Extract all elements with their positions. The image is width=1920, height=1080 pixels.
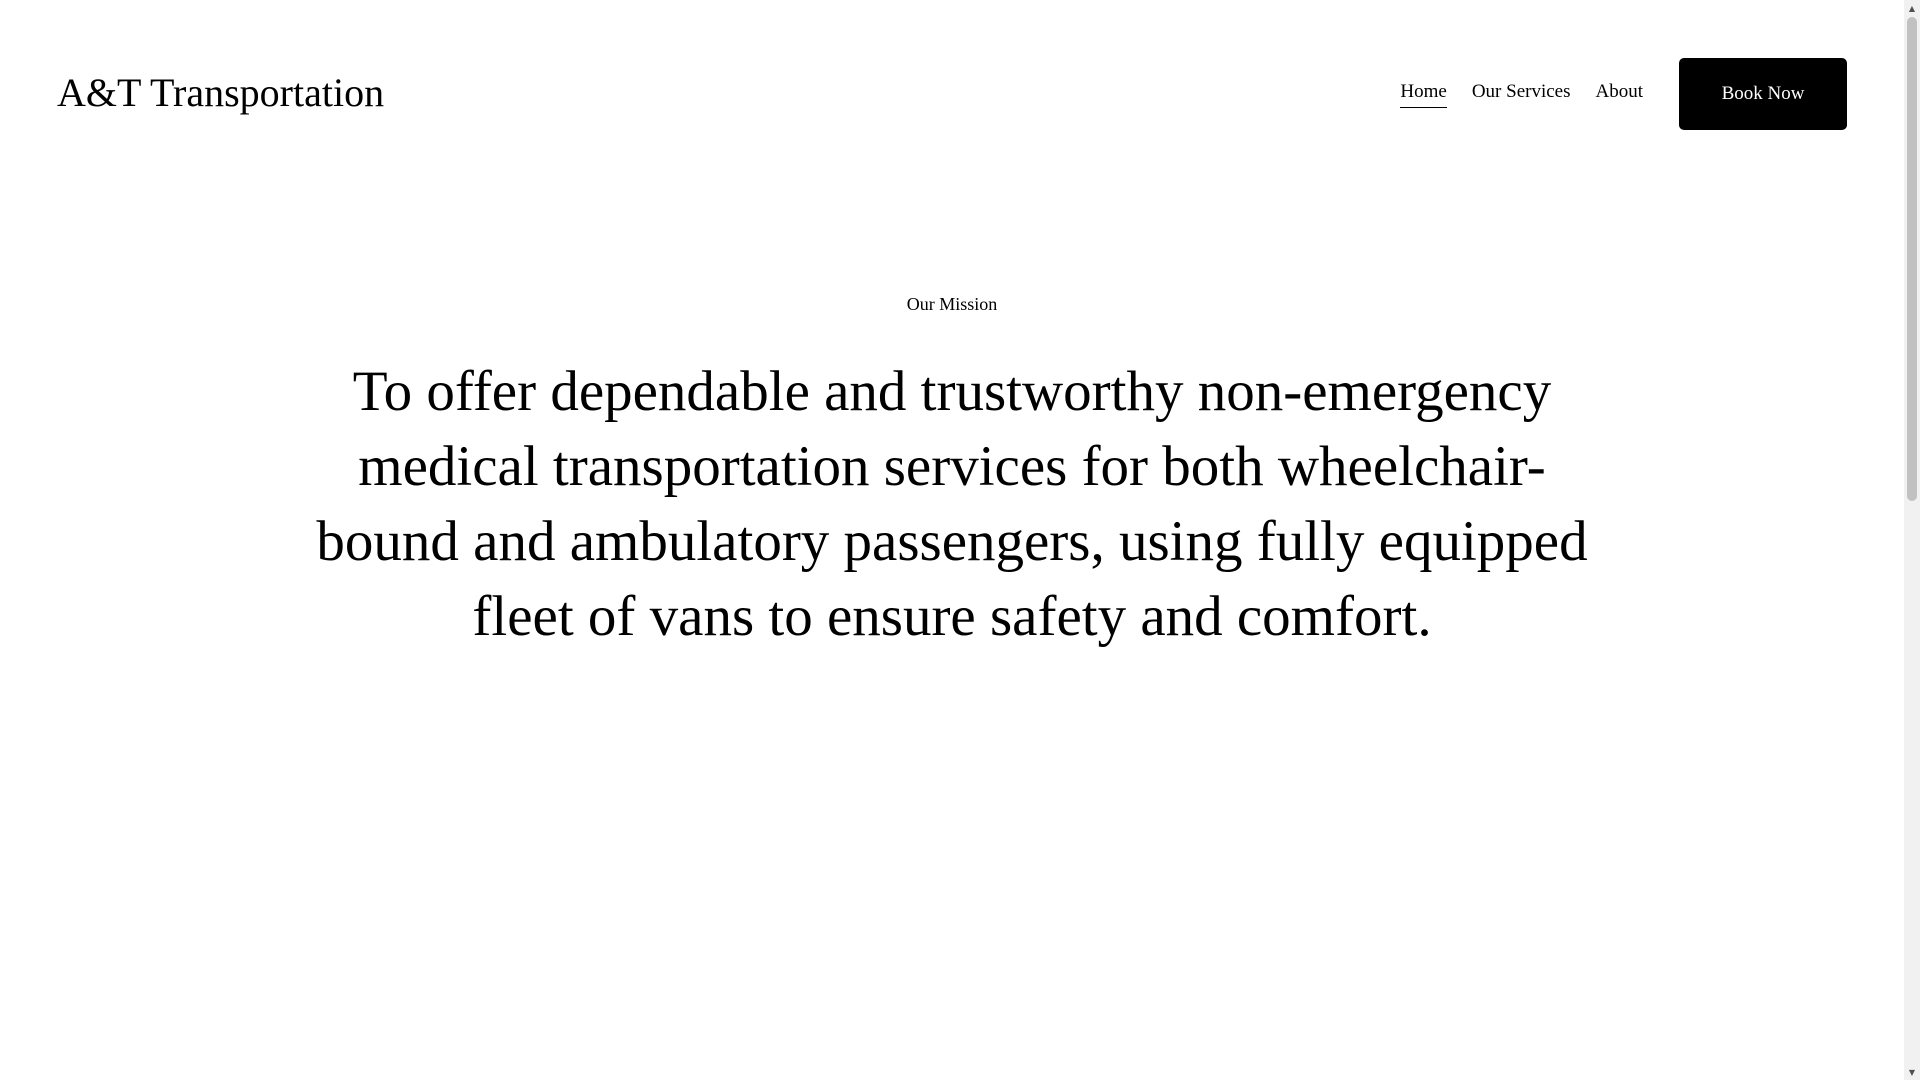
nav-item-about[interactable]: About <box>1595 81 1643 102</box>
vertical-scrollbar[interactable] <box>1904 0 1920 1080</box>
mission-statement: To offer dependable and trustworthy non-emergency medical transportation services for both wheelchair-bound and ambulatory passengers, using fully equipped fleet of vans to ensure safety and comfort. <box>316 360 1588 648</box>
scroll-up-arrow-icon[interactable]: ▲ <box>1908 3 1916 13</box>
site-title[interactable]: A&T Transportation <box>57 70 385 115</box>
main-nav <box>1400 79 1643 108</box>
scrollbar-thumb[interactable] <box>1907 17 1917 501</box>
site-header <box>0 0 1904 187</box>
nav-item-our-services[interactable]: Our Services <box>1471 81 1571 102</box>
book-now-button[interactable]: Book Now <box>1679 58 1847 130</box>
mission-eyebrow: Our Mission <box>906 294 998 314</box>
nav-item-home[interactable]: Home <box>1400 79 1446 108</box>
scroll-down-arrow-icon[interactable]: ▼ <box>1908 1067 1916 1077</box>
